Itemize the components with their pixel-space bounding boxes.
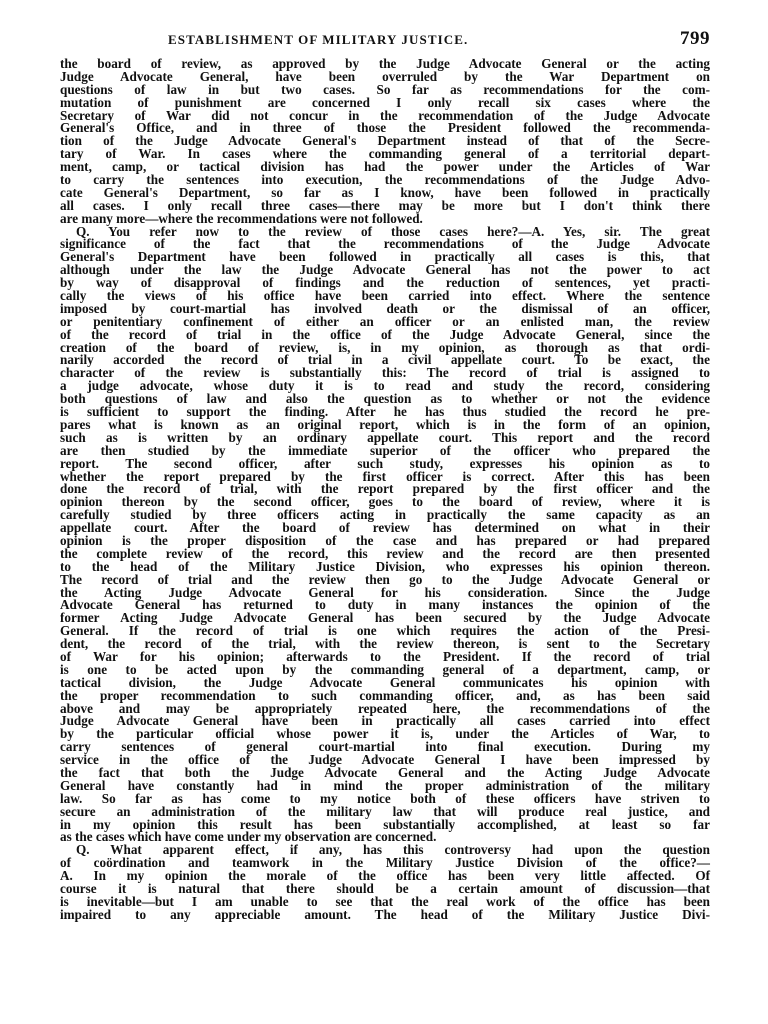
text-line: carefully studied by three officers acting in practically the same capacity as an (60, 507, 710, 523)
text-line: both questions of law and also the question as to whether or not the evidence (60, 391, 710, 407)
text-line: to the head of the Military Justice Division, who expresses his opinion thereon. (60, 558, 710, 574)
text-line: are then studied by the immediate superior of the officer who prepared the (60, 442, 710, 458)
paragraph (60, 58, 710, 226)
text-line: in my opinion this result has been substantially accomplished, at least so far (60, 816, 710, 832)
text-line: such as is written by an ordinary appellate court. This report and the record (60, 429, 710, 445)
text-line: A. In my opinion the morale of the office has been very little affected. Of (60, 868, 710, 884)
text-line: a judge advocate, whose duty it is to read and study the record, considering (60, 378, 710, 394)
text-line: carry sentences of general court-martial into final execution. During my (60, 739, 710, 755)
text-line: Judge Advocate General, have been overruled by the War Department on (60, 68, 710, 84)
text-line: tactical division, the Judge Advocate General communicates his opinion with (60, 674, 710, 690)
text-line: General's Department have been followed in practically all cases is this, that (60, 249, 710, 265)
text-line: are many more—where the recommendations were not followed. (60, 210, 423, 226)
text-line: to carry the sentences into execution, the recommendations of the Judge Advo- (60, 172, 710, 188)
text-line: secure an administration of the military law that will produce real justice, and (60, 803, 710, 819)
text-line: as the cases which have come under my observation are concerned. (60, 829, 437, 845)
text-line: narily accorded the record of trial in a civil appellate court. To be exact, the (60, 352, 710, 368)
text-line: of War for his opinion; afterwards to the President. If the record of trial (60, 648, 710, 664)
text-line: impaired to any appreciable amount. The head of the Military Justice Divi- (60, 906, 710, 922)
text-line: Q. You refer now to the review of those cases here?—A. Yes, sir. The great (76, 223, 710, 239)
text-line: General's Office, and in three of those the President followed the recommenda- (60, 120, 710, 136)
text-line: course it is natural that there should be a certain amount of discussion—that (60, 881, 710, 896)
text-line: appellate court. After the board of review has determined on what in their (60, 520, 710, 536)
text-line: General have constantly had in mind the proper administration of the military (60, 777, 710, 793)
text-line: General. If the record of trial is one which requires the action of the Presi- (60, 623, 710, 639)
text-line: above and may be appropriately repeated here, the recommendations of the (60, 700, 710, 716)
text-line: is inevitable—but I am unable to see that the real work of the office has been (60, 893, 710, 909)
text-line: of coördination and teamwork in the Military Justice Division of the office?— (60, 855, 710, 871)
text-line: service in the office of the Judge Advocate General I have been impressed by (60, 752, 710, 768)
text-line: although under the law the Judge Advocate General has not the power to act (60, 262, 710, 278)
text-line: by way of disapproval of findings and the reduction of sentences, yet practi- (60, 275, 710, 291)
text-line: the Acting Judge Advocate General for his consideration. Since the Judge (60, 584, 710, 600)
paragraph (60, 844, 710, 921)
text-line: cate General's Department, so far as I know, have been followed in practically (60, 184, 710, 200)
text-line: opinion is the proper disposition of the case and has prepared or had prepared (60, 532, 710, 548)
text-line: tion of the Judge Advocate General's Department instead of that of the Secre- (60, 133, 710, 149)
text-line: Secretary of War did not concur in the recommendation of the Judge Advocate (60, 107, 710, 123)
text-line: is one to be acted upon by the commanding general of a department, camp, or (60, 661, 710, 677)
text-line: character of the review is substantially this: The record of trial is assigned to (60, 365, 710, 381)
text-line: the board of review, as approved by the Judge Advocate General or the acting (60, 56, 710, 71)
text-line: Judge Advocate General have been in practically all cases carried into effect (60, 713, 710, 729)
text-line: ment, camp, or tactical division has had the power under the Articles of War (60, 159, 710, 175)
paragraph (60, 223, 710, 845)
text-line: report. The second officer, after such study, expresses his opinion as to (60, 455, 710, 471)
text-line: by the particular official whose power it is, under the Articles of War, to (60, 726, 710, 742)
text-line: Q. What apparent effect, if any, has this controversy had upon the question (76, 842, 710, 858)
page-number: 799 (680, 28, 710, 49)
text-line: The record of trial and the review then go to the Judge Advocate General or (60, 571, 710, 587)
text-line: law. So far as has come to my notice both of these officers have striven to (60, 790, 710, 806)
text-line: former Acting Judge Advocate General has been secured by the Judge Advocate (60, 610, 710, 626)
text-line: pares what is known as an original report, which is in the form of an opinion, (60, 416, 710, 432)
text-line: all cases. I only recall three cases—there may be more but I don't think there (60, 197, 710, 213)
text-line: cally the views of his office have been carried into effect. Where the sentence (60, 288, 710, 304)
text-line: dent, the record of the trial, with the review thereon, is sent to the Secretary (60, 636, 710, 652)
text-line: or penitentiary confinement of either an officer or an enlisted man, the review (60, 313, 710, 329)
text-line: whether the report prepared by the first officer is correct. After this has been (60, 468, 710, 484)
text-line: the fact that both the Judge Advocate General and the Acting Judge Advocate (60, 764, 710, 780)
running-title: ESTABLISHMENT OF MILITARY JUSTICE. (168, 32, 469, 47)
text-line: creation of the board of review, is, in my opinion, as thorough as that ordi- (60, 339, 710, 355)
text-line: is sufficient to support the finding. After he has thus studied the record he pre- (60, 404, 710, 420)
text-line: the complete review of the record, this review and the record are then presented (60, 545, 710, 561)
text-line: tary of War. In cases where the commanding general of a territorial depart- (60, 146, 710, 162)
running-head (60, 30, 710, 52)
text-line: mutation of punishment are concerned I only recall six cases where the (60, 94, 710, 110)
text-line: imposed by court-martial has involved death or the dismissal of an officer, (60, 300, 710, 316)
text-line: done the record of trial, with the report prepared by the first officer and the (60, 481, 710, 497)
body-text (60, 58, 710, 922)
text-line: the proper recommendation to such commanding officer, and, as has been said (60, 687, 710, 703)
text-line: questions of law in but two cases. So far as recommendations for the com- (60, 81, 710, 97)
text-line: significance of the fact that the recommendations of the Judge Advocate (60, 236, 710, 252)
text-line: of the record of trial in the office of the Judge Advocate General, since the (60, 326, 710, 342)
text-line: opinion thereon by the second officer, goes to the board of review, where it is (60, 494, 710, 510)
text-line: Advocate General has returned to duty in many instances the opinion of the (60, 597, 710, 613)
